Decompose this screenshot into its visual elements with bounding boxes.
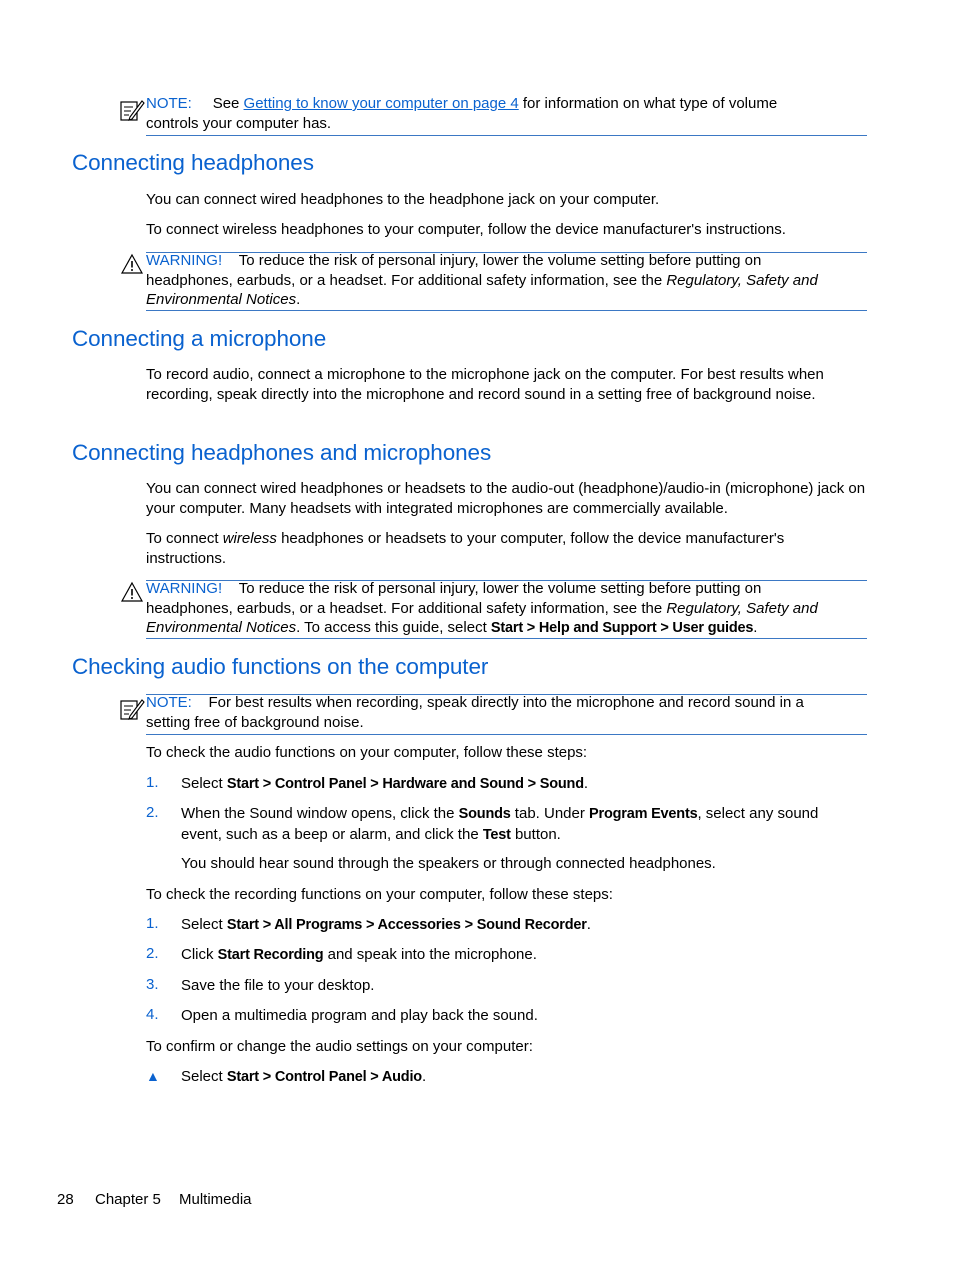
text-part: . xyxy=(583,775,589,792)
menu-path: Start > All Programs > Accessories > Sound Recorder xyxy=(226,917,587,933)
text-part: , select any sound xyxy=(697,805,819,822)
warning-label: WARNING! xyxy=(146,252,223,269)
ui-term: Sounds xyxy=(458,806,511,822)
step-2-result: You should hear sound through the speakers or through connected headphones. xyxy=(181,855,716,872)
text-part: tab. Under xyxy=(510,805,590,822)
paragraph-wired-headphones: You can connect wired headphones to the headphone jack on your computer. xyxy=(146,191,660,208)
warning-period: . xyxy=(296,291,301,308)
step-number: 3. xyxy=(146,976,159,993)
chapter-title: Multimedia xyxy=(179,1191,252,1208)
note-label: NOTE: xyxy=(146,694,192,711)
getting-to-know-link[interactable]: Getting to know your computer on page 4 xyxy=(243,95,519,112)
paragraph-headsets: You can connect wired headphones or headsets to the audio-out (headphone)/audio-in (microphone) jack on your computer. Many headsets with integrated microphones are commercially available. xyxy=(146,480,866,517)
step-number: 2. xyxy=(146,804,159,821)
warning-line2: headphones, earbuds, or a headset. For additional safety information, see the xyxy=(146,599,667,617)
regulatory-notices-ref: Regulatory, Safety and xyxy=(666,271,818,289)
note-divider xyxy=(146,135,867,136)
note-pencil-icon xyxy=(119,697,145,725)
text-part: . To access this guide, select xyxy=(296,619,491,636)
step-2-audio xyxy=(181,804,871,845)
text-part: When the Sound window opens, click the xyxy=(181,805,459,822)
intro-audio-settings: To confirm or change the audio settings on your computer: xyxy=(146,1038,533,1055)
page-number: 28 xyxy=(57,1191,74,1208)
note-pre: See xyxy=(212,95,244,112)
warning-bottom-divider xyxy=(146,638,867,639)
note-line1: For best results when recording, speak directly into the microphone and record sound in a xyxy=(208,694,804,711)
text-part: and speak into the microphone. xyxy=(323,946,537,963)
chapter-label: Chapter 5 xyxy=(95,1191,161,1208)
text-part: headphones or headsets to your computer, follow the device manufacturer's instructions. xyxy=(146,530,785,567)
menu-path: Start > Control Panel > Hardware and Sound > Sound xyxy=(226,776,584,792)
note-line2: controls your computer has. xyxy=(146,114,332,132)
warning-label: WARNING! xyxy=(146,580,223,597)
environmental-notices-ref: Environmental Notices xyxy=(146,291,297,308)
note-label: NOTE: xyxy=(146,95,192,112)
heading-checking-audio: Checking audio functions on the computer xyxy=(72,654,489,679)
paragraph-wireless-headsets xyxy=(146,529,868,568)
step-4-recording: Open a multimedia program and play back the sound. xyxy=(181,1007,538,1024)
warning-line2: headphones, earbuds, or a headset. For additional safety information, see the xyxy=(146,271,667,289)
note-text xyxy=(146,94,868,133)
menu-path: Start > Control Panel > Audio xyxy=(226,1069,422,1085)
paragraph-record-audio: To record audio, connect a microphone to the microphone jack on the computer. For best results when recording, speak directly into the microphone and record sound in a setting free of background noise. xyxy=(146,366,824,403)
step-number: 2. xyxy=(146,945,159,962)
paragraph-wireless-headphones: To connect wireless headphones to your computer, follow the device manufacturer's instructions. xyxy=(146,221,786,238)
step-number: 1. xyxy=(146,774,159,791)
text-part: To connect xyxy=(146,530,223,547)
note-bottom-divider xyxy=(146,734,867,735)
text-part: button. xyxy=(510,825,561,843)
warning-line1: To reduce the risk of personal injury, lower the volume setting before putting on xyxy=(238,252,762,269)
step-2-recording xyxy=(181,945,871,966)
text-part: Select xyxy=(181,916,227,933)
note-pencil-icon xyxy=(119,98,145,126)
ui-term: Program Events xyxy=(589,806,698,822)
step-number: 1. xyxy=(146,915,159,932)
step-3-recording: Save the file to your desktop. xyxy=(181,977,375,994)
text-part: Click xyxy=(181,946,218,963)
text-part: event, such as a beep or alarm, and click the xyxy=(181,825,483,843)
warning-text xyxy=(146,251,868,310)
bullet-audio-settings xyxy=(181,1067,871,1088)
environmental-notices-ref: Environmental Notices xyxy=(146,619,297,636)
note-line2: setting free of background noise. xyxy=(146,713,364,731)
warning-line1: To reduce the risk of personal injury, lower the volume setting before putting on xyxy=(238,580,762,597)
text-part: . xyxy=(586,916,591,933)
user-guides-path: Start > Help and Support > User guides xyxy=(490,620,754,636)
warning-triangle-icon xyxy=(120,581,144,607)
ui-term: Test xyxy=(482,826,511,843)
note-post: for information on what type of volume xyxy=(518,95,778,112)
intro-audio-steps: To check the audio functions on your computer, follow these steps: xyxy=(146,744,588,761)
heading-connecting-headphones: Connecting headphones xyxy=(72,150,314,175)
regulatory-notices-ref: Regulatory, Safety and xyxy=(666,599,818,617)
text-part: . xyxy=(421,1068,427,1085)
step-1-audio xyxy=(181,774,871,795)
heading-headphones-and-microphones: Connecting headphones and microphones xyxy=(72,440,492,465)
bullet-triangle-icon: ▲ xyxy=(146,1068,160,1084)
heading-connecting-microphone: Connecting a microphone xyxy=(72,326,327,351)
text-part: Select xyxy=(181,775,227,792)
intro-recording-steps: To check the recording functions on your computer, follow these steps: xyxy=(146,886,613,903)
wireless-emphasis: wireless xyxy=(222,530,277,547)
note-text xyxy=(146,693,868,732)
text-part: . xyxy=(753,619,758,636)
step-number: 4. xyxy=(146,1006,159,1023)
step-1-recording xyxy=(181,915,871,936)
text-part: Select xyxy=(181,1068,227,1085)
warning-text xyxy=(146,579,868,639)
warning-triangle-icon xyxy=(120,253,144,279)
warning-bottom-divider xyxy=(146,310,867,311)
ui-term: Start Recording xyxy=(217,947,324,963)
